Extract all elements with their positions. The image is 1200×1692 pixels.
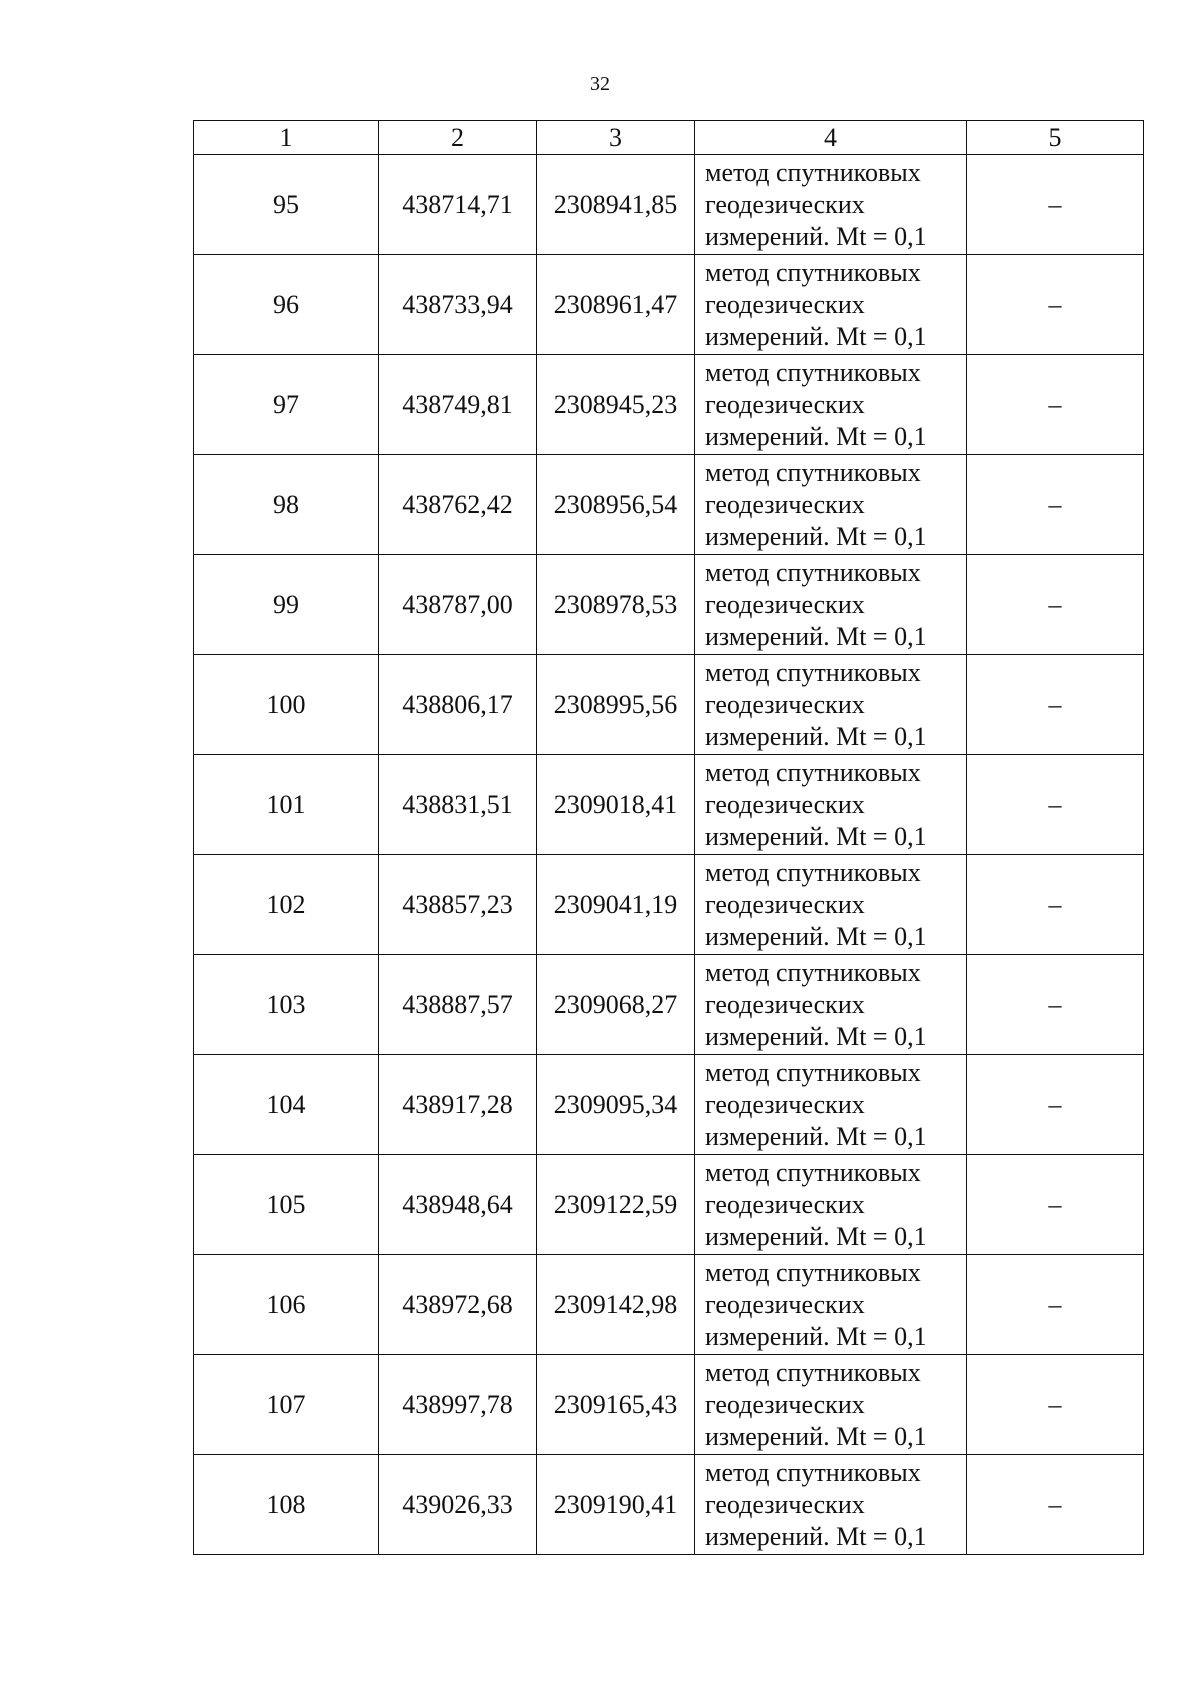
method-line: метод спутниковых — [705, 657, 921, 687]
header-col-5: 5 — [967, 121, 1144, 155]
y-coordinate-cell: 2309095,34 — [537, 1055, 695, 1155]
method-line: метод спутниковых — [705, 857, 921, 887]
note-cell: – — [967, 1155, 1144, 1255]
table-row — [194, 1055, 1144, 1155]
y-coordinate-cell: 2308961,47 — [537, 255, 695, 355]
method-cell — [695, 855, 967, 955]
x-coordinate-cell: 438787,00 — [379, 555, 537, 655]
table-row — [194, 955, 1144, 1055]
method-cell — [695, 755, 967, 855]
method-line: измерений. Mt = 0,1 — [705, 721, 927, 751]
point-number-cell: 108 — [194, 1455, 379, 1555]
point-number-cell: 107 — [194, 1355, 379, 1455]
method-line: геодезических — [705, 289, 865, 319]
method-cell — [695, 1455, 967, 1555]
header-col-2: 2 — [379, 121, 537, 155]
y-coordinate-cell: 2309165,43 — [537, 1355, 695, 1455]
note-cell: – — [967, 1355, 1144, 1455]
table-body — [194, 155, 1144, 1555]
method-cell — [695, 1055, 967, 1155]
method-line: измерений. Mt = 0,1 — [705, 921, 927, 951]
method-line: геодезических — [705, 489, 865, 519]
method-line: измерений. Mt = 0,1 — [705, 321, 927, 351]
point-number-cell: 100 — [194, 655, 379, 755]
method-line: метод спутниковых — [705, 357, 921, 387]
table-row — [194, 855, 1144, 955]
page-number: 32 — [590, 73, 610, 95]
point-number-cell: 103 — [194, 955, 379, 1055]
table-row — [194, 255, 1144, 355]
x-coordinate-cell: 438857,23 — [379, 855, 537, 955]
table-row — [194, 555, 1144, 655]
method-line: метод спутниковых — [705, 257, 921, 287]
method-line: измерений. Mt = 0,1 — [705, 1021, 927, 1051]
point-number-cell: 98 — [194, 455, 379, 555]
method-line: метод спутниковых — [705, 957, 921, 987]
method-line: геодезических — [705, 1189, 865, 1219]
method-line: измерений. Mt = 0,1 — [705, 1421, 927, 1451]
y-coordinate-cell: 2309068,27 — [537, 955, 695, 1055]
method-line: геодезических — [705, 189, 865, 219]
x-coordinate-cell: 438972,68 — [379, 1255, 537, 1355]
y-coordinate-cell: 2309018,41 — [537, 755, 695, 855]
method-line: измерений. Mt = 0,1 — [705, 521, 927, 551]
note-cell: – — [967, 655, 1144, 755]
method-cell — [695, 355, 967, 455]
point-number-cell: 102 — [194, 855, 379, 955]
table-row — [194, 455, 1144, 555]
y-coordinate-cell: 2308956,54 — [537, 455, 695, 555]
y-coordinate-cell: 2309190,41 — [537, 1455, 695, 1555]
y-coordinate-cell: 2308978,53 — [537, 555, 695, 655]
x-coordinate-cell: 438806,17 — [379, 655, 537, 755]
method-cell — [695, 655, 967, 755]
table-row — [194, 155, 1144, 255]
method-line: метод спутниковых — [705, 1457, 921, 1487]
note-cell: – — [967, 355, 1144, 455]
x-coordinate-cell: 438733,94 — [379, 255, 537, 355]
method-cell — [695, 1155, 967, 1255]
table-row — [194, 655, 1144, 755]
method-line: измерений. Mt = 0,1 — [705, 621, 927, 651]
header-col-3: 3 — [537, 121, 695, 155]
note-cell: – — [967, 255, 1144, 355]
note-cell: – — [967, 955, 1144, 1055]
y-coordinate-cell: 2308945,23 — [537, 355, 695, 455]
note-cell: – — [967, 155, 1144, 255]
note-cell: – — [967, 855, 1144, 955]
method-cell — [695, 255, 967, 355]
y-coordinate-cell: 2309122,59 — [537, 1155, 695, 1255]
table-row — [194, 1255, 1144, 1355]
x-coordinate-cell: 438997,78 — [379, 1355, 537, 1455]
method-line: геодезических — [705, 1489, 865, 1519]
method-line: измерений. Mt = 0,1 — [705, 1121, 927, 1151]
table-row — [194, 1155, 1144, 1255]
point-number-cell: 99 — [194, 555, 379, 655]
method-line: метод спутниковых — [705, 1057, 921, 1087]
x-coordinate-cell: 438917,28 — [379, 1055, 537, 1155]
header-col-4: 4 — [695, 121, 967, 155]
point-number-cell: 97 — [194, 355, 379, 455]
header-col-1: 1 — [194, 121, 379, 155]
note-cell: – — [967, 1255, 1144, 1355]
x-coordinate-cell: 438714,71 — [379, 155, 537, 255]
point-number-cell: 96 — [194, 255, 379, 355]
method-line: метод спутниковых — [705, 557, 921, 587]
note-cell: – — [967, 455, 1144, 555]
method-cell — [695, 955, 967, 1055]
point-number-cell: 101 — [194, 755, 379, 855]
table-row — [194, 1455, 1144, 1555]
note-cell: – — [967, 555, 1144, 655]
x-coordinate-cell: 438831,51 — [379, 755, 537, 855]
x-coordinate-cell: 438887,57 — [379, 955, 537, 1055]
coordinates-table — [193, 120, 1144, 1555]
x-coordinate-cell: 438948,64 — [379, 1155, 537, 1255]
method-cell — [695, 1355, 967, 1455]
y-coordinate-cell: 2309041,19 — [537, 855, 695, 955]
method-line: геодезических — [705, 1389, 865, 1419]
point-number-cell: 105 — [194, 1155, 379, 1255]
point-number-cell: 106 — [194, 1255, 379, 1355]
method-line: измерений. Mt = 0,1 — [705, 1521, 927, 1551]
table-row — [194, 1355, 1144, 1455]
method-line: геодезических — [705, 589, 865, 619]
method-line: измерений. Mt = 0,1 — [705, 221, 927, 251]
method-line: метод спутниковых — [705, 157, 921, 187]
table-row — [194, 355, 1144, 455]
method-line: метод спутниковых — [705, 757, 921, 787]
y-coordinate-cell: 2309142,98 — [537, 1255, 695, 1355]
y-coordinate-cell: 2308941,85 — [537, 155, 695, 255]
method-line: геодезических — [705, 889, 865, 919]
method-line: геодезических — [705, 389, 865, 419]
y-coordinate-cell: 2308995,56 — [537, 655, 695, 755]
method-cell — [695, 155, 967, 255]
x-coordinate-cell: 438749,81 — [379, 355, 537, 455]
x-coordinate-cell: 438762,42 — [379, 455, 537, 555]
method-line: измерений. Mt = 0,1 — [705, 421, 927, 451]
x-coordinate-cell: 439026,33 — [379, 1455, 537, 1555]
method-line: измерений. Mt = 0,1 — [705, 1221, 927, 1251]
note-cell: – — [967, 755, 1144, 855]
method-line: геодезических — [705, 989, 865, 1019]
method-line: геодезических — [705, 1289, 865, 1319]
method-line: метод спутниковых — [705, 1357, 921, 1387]
method-line: измерений. Mt = 0,1 — [705, 821, 927, 851]
point-number-cell: 104 — [194, 1055, 379, 1155]
note-cell: – — [967, 1055, 1144, 1155]
header-row — [194, 121, 1144, 155]
method-line: метод спутниковых — [705, 457, 921, 487]
table-row — [194, 755, 1144, 855]
method-line: геодезических — [705, 689, 865, 719]
point-number-cell: 95 — [194, 155, 379, 255]
method-line: геодезических — [705, 789, 865, 819]
note-cell: – — [967, 1455, 1144, 1555]
table-header — [194, 121, 1144, 155]
method-cell — [695, 455, 967, 555]
method-cell — [695, 1255, 967, 1355]
method-line: измерений. Mt = 0,1 — [705, 1321, 927, 1351]
method-cell — [695, 555, 967, 655]
method-line: метод спутниковых — [705, 1257, 921, 1287]
method-line: геодезических — [705, 1089, 865, 1119]
method-line: метод спутниковых — [705, 1157, 921, 1187]
